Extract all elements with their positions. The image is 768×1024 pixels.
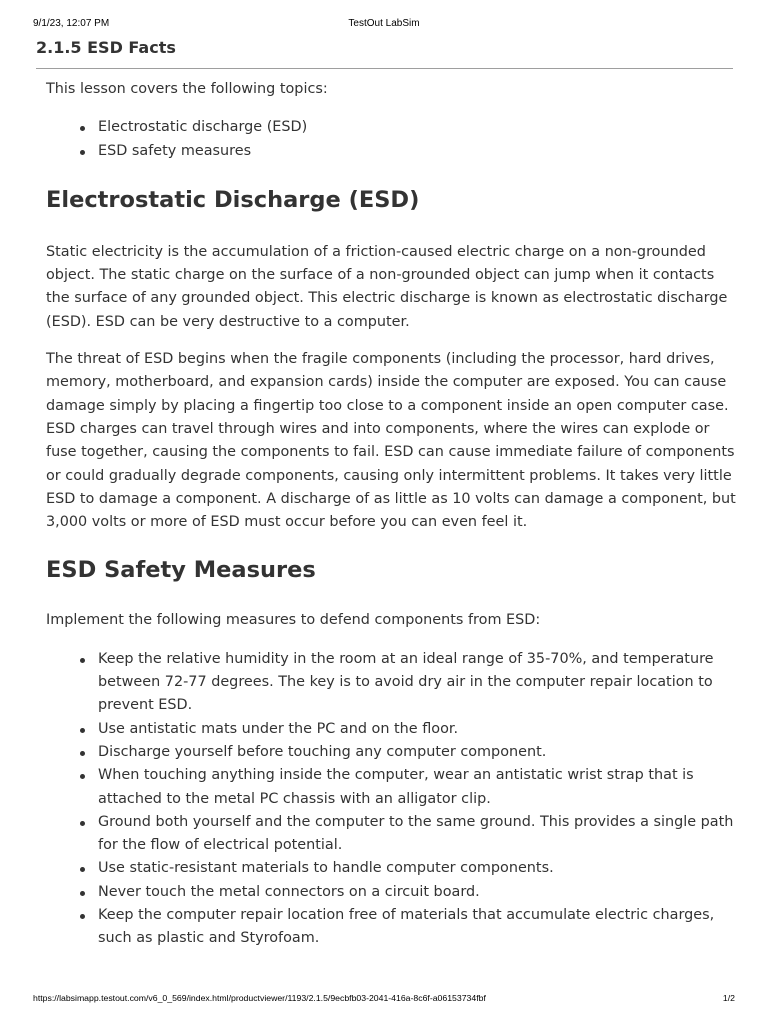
measure-item: Discharge yourself before touching any computer component. (98, 741, 736, 764)
topics-list (46, 116, 736, 163)
measure-item: Never touch the metal connectors on a circuit board. (98, 881, 736, 904)
measure-item: Keep the computer repair location free of materials that accumulate electric charges, such as plastic and Styrofoam. (98, 904, 736, 951)
title-divider (36, 68, 733, 69)
section-paragraph: The threat of ESD begins when the fragile components (including the processor, hard drives, memory, motherboard, and expansion cards) inside the computer are exposed. You can cause damage simply by placing a fingertip too close to a component inside an open computer case. ESD charges can travel through wires and into components, where the wires can explode or fuse together, causing the components to fail. ESD can cause immediate failure of components or could gradually degrade components, causing only intermittent problems. It takes very little ESD to damage a component. A discharge of as little as 10 volts can damage a component, but 3,000 volts or more of ESD must occur before you can even feel it. (46, 351, 736, 531)
topic-item: ESD safety measures (98, 140, 736, 163)
print-date: 9/1/23, 12:07 PM (33, 18, 110, 29)
print-footer (0, 993, 768, 1007)
section-heading-esd: Electrostatic Discharge (ESD) (46, 186, 420, 213)
print-title: TestOut LabSim (348, 18, 420, 29)
page-number: 1/2 (722, 993, 735, 1003)
topic-item: Electrostatic discharge (ESD) (98, 116, 736, 139)
measure-item: Ground both yourself and the computer to the same ground. This provides a single path for the flow of electrical potential. (98, 811, 736, 858)
intro-text: This lesson covers the following topics: (46, 81, 328, 97)
print-header (0, 18, 768, 32)
measure-item: Use antistatic mats under the PC and on the floor. (98, 718, 736, 741)
safety-intro-text: Implement the following measures to defend components from ESD: (46, 612, 541, 629)
page-title: 2.1.5 ESD Facts (36, 38, 176, 57)
safety-measures-list (46, 648, 736, 951)
section-paragraph: Static electricity is the accumulation of a friction-caused electric charge on a non-grounded object. The static charge on the surface of a non-grounded object can jump when it contacts the surface of any grounded object. This electric discharge is known as electrostatic discharge (ESD). ESD can be very destructive to a computer. (46, 243, 728, 330)
measure-item: Keep the relative humidity in the room at an ideal range of 35-70%, and temperature between 72-77 degrees. The key is to avoid dry air in the computer repair location to prevent ESD. (98, 648, 736, 718)
lesson-content (46, 78, 736, 951)
measure-item: When touching anything inside the computer, wear an antistatic wrist strap that is attached to the metal PC chassis with an alligator clip. (98, 764, 736, 811)
page-url: https://labsimapp.testout.com/v6_0_569/index.html/productviewer/1193/2.1.5/9ecbfb03-2041-416a-8c6f-a06153734fbf (33, 993, 486, 1003)
measure-item: Use static-resistant materials to handle computer components. (98, 857, 736, 880)
section-heading-safety: ESD Safety Measures (46, 557, 316, 584)
